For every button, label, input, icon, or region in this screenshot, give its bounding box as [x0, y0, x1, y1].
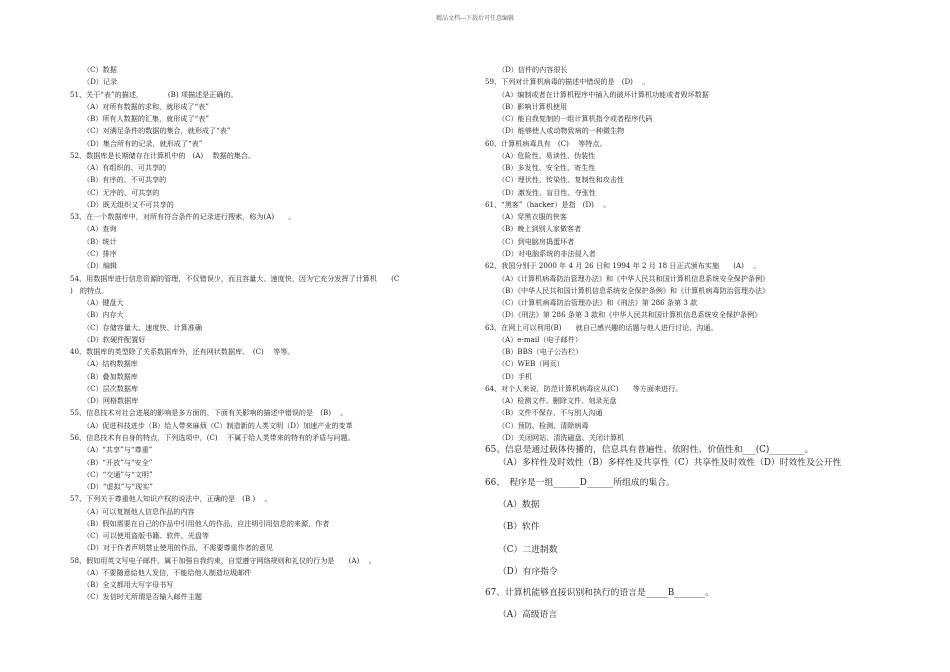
question-text: 60、计算机病毒具有 (C) 等特点。 — [485, 138, 607, 148]
answer-option: （D）记录 — [83, 77, 118, 87]
question-text: 64、对个人来说，防范计算机病毒应从(C) 等方面来进行。 — [485, 383, 683, 393]
answer-option: （D）能够使人或动物致病的一种微生物 — [498, 126, 625, 136]
answer-option: （A）查询 — [83, 224, 117, 234]
answer-option: （B）“开放”与“安全” — [83, 457, 153, 467]
answer-option: （C）二进制数 — [498, 544, 558, 555]
page-header: 精品文档---下载后可任意编辑 — [435, 15, 515, 22]
question-text: 58、假如用英文写电子邮件，属于加强自我约束，自觉遵守网络规则和礼仪的行为是 (A) 。 — [70, 555, 376, 565]
answer-option: （B）软件 — [498, 522, 540, 533]
answer-option: （C）《计算机病毒防治管理办法》和《刑法》第 286 条第 3 款 — [498, 298, 698, 308]
answer-option: （B）有序的、不可共享的 — [83, 175, 167, 185]
answer-option: （B）内存大 — [83, 310, 124, 320]
answer-option: （C）存储容量大、速度快、计算准确 — [83, 322, 202, 332]
answer-option: （A）《计算机病毒防治管理办法》和《中华人民共和国计算机信息系统安全保护条例》 — [498, 273, 770, 283]
answer-option: （B）BBS（电子公告栏） — [498, 347, 583, 357]
right-column — [485, 64, 875, 621]
answer-option: （C）无序的、可共享的 — [83, 187, 160, 197]
answer-option: （D）有序指令 — [498, 567, 558, 578]
answer-option: （A）数据 — [498, 500, 540, 511]
answer-option: （D）对电脑系统的非法侵入者 — [498, 248, 596, 258]
answer-option: （A）多样性及时效性（B）多样性及共享性（C）共享性及时效性（D）时效性及公开性 — [498, 457, 842, 468]
question-text: ) 的特点。 — [70, 285, 109, 295]
question-text: 52、数据库是长期储存在计算机中的 (A) 数据的集合。 — [70, 150, 256, 160]
answer-option: （B）《中华人民共和国计算机信息系统安全保护条例》和《计算机病毒防治管理办法》 — [498, 285, 770, 295]
answer-option: （B）统计 — [83, 236, 117, 246]
answer-option: （C）数据 — [83, 65, 117, 74]
answer-option: （D）“虚拟”与“现实” — [83, 482, 153, 492]
answer-option: （D）信件的内容很长 — [498, 65, 568, 74]
answer-option: （A）不要随意給他人发信，不能给他人制造垃圾邮件 — [83, 567, 252, 577]
answer-option: （D）激发性、盲目性、夺张性 — [498, 187, 596, 197]
answer-option: （C）埋伏性、传染性、复制性和攻击性 — [498, 175, 625, 185]
question-text: 65、信息是通过载体传播的，信息具有普遍性、依附性、价值性和___(C)________。 — [485, 445, 814, 456]
answer-option: （A）对所有数据的求和，就形成了“表” — [83, 101, 209, 111]
answer-option: （B）文件不保存、不与别人沟通 — [498, 408, 603, 418]
question-text: 51、关于“表”的描述， (B) 项描述是正确的。 — [70, 89, 238, 99]
answer-option: （A）编制或者在计算机程序中插入的破坏计算机功能或者毁坏数据 — [498, 89, 709, 99]
answer-option: （A）检测文件、删除文件、刻录光盘 — [498, 396, 617, 406]
answer-option: （D）软硬件配置好 — [83, 334, 146, 344]
answer-option: （C）能自我复制的一组计算机指令或者程序代码 — [498, 114, 653, 124]
question-text: 59、下列对计算机病毒的描述中错误的是 (D) 。 — [485, 77, 650, 87]
question-text: 53、在一个数据库中，对所有符合条件的记录进行搜索，称为(A) 。 — [70, 212, 296, 222]
answer-option: （C）WEB（网页） — [498, 359, 564, 369]
answer-option: （B）多发性、安全性、寄生性 — [498, 163, 596, 173]
question-text: 56、信息技术有自身的特点，下列选项中，(C) 不属于给人类带来的特有的矛盾与问题。 — [70, 432, 355, 442]
question-text: 57、下列关于尊重他人知识产权的说法中，正确的是 (B ) 。 — [70, 494, 272, 504]
answer-option: （A）高级语言 — [498, 609, 558, 620]
answer-option: （A）e-mail（电子邮件） — [498, 334, 582, 344]
answer-option: （D）集合所有的记录，就形成了“表” — [83, 138, 203, 148]
answer-option: （D）网格数据库 — [83, 396, 139, 406]
question-text: 66、 程序是一组______D______所组成的集合。 — [485, 477, 675, 488]
question-text: 55、信息技术对社会进展的影响是多方面的，下面有关影响的描述中错误的是 (B) 。 — [70, 408, 348, 418]
answer-option: （D）《刑法》第 286 条第 3 款和《中华人民共和国计算机信息系统安全保护条例》 — [498, 310, 762, 320]
answer-option: （A）穿黑衣服的侠客 — [498, 212, 567, 222]
question-text: 40、数据库的类型除了关系数据库外，还有网状数据库、 (C) 等等。 — [70, 347, 295, 357]
answer-option: （B）全文都用大写字母书写 — [83, 580, 174, 590]
answer-option: （A）有组织的、可共享的 — [83, 163, 167, 173]
answer-option: （A）键盘大 — [83, 298, 124, 308]
answer-option: （A）促进科技进步（B）给人带来麻烦（C）制造新的人类文明（D）加速产业的变革 — [83, 420, 353, 430]
answer-option: （B）所有人数据的汇集，就形成了“表” — [83, 114, 209, 124]
answer-option: （A）“共享”与“尊重” — [83, 445, 153, 455]
answer-option: （D）手机 — [498, 371, 533, 381]
answer-option: （A）结构数据库 — [83, 359, 138, 369]
answer-option: （C）层次数据库 — [83, 383, 139, 393]
answer-option: （C）对满足条件的数据的集合，就形成了“表” — [83, 126, 231, 136]
answer-option: （B）假如需要在自己的作品中引用他人的作品，应注明引用信息的来源、作者 — [83, 518, 330, 528]
answer-option: （D）对于作者声明禁止使用的作品，不需要尊重作者的意见 — [83, 543, 274, 553]
answer-option: （C）可以使用盗版书籍、软件、光盘等 — [83, 531, 210, 541]
question-text: 67、计算机能够直接识别和执行的语言是_____B_______。 — [485, 588, 714, 599]
answer-option: （C）预防、检测、清除病毒 — [498, 420, 589, 430]
answer-option: （D）关闭网站、清洗磁盘、关闭计算机 — [498, 432, 625, 442]
answer-option: （D）编辑 — [83, 261, 118, 271]
answer-option: （D）既无组织又不可共享的 — [83, 199, 174, 209]
question-text: 54、用数据库进行信息资源的管理，不仅错误少，而且容量大、速度快，因为它充分发挥了计算机 (C — [70, 273, 400, 283]
question-text: 61、“黑客”（hacker）是指 (D) 。 — [485, 199, 611, 209]
answer-option: （C）排序 — [83, 248, 117, 258]
answer-option: （C）“交通”与“文明” — [83, 469, 153, 479]
answer-option: （B）影响计算机使用 — [498, 101, 568, 111]
answer-option: （A）危险性、易读性、伪装性 — [498, 150, 596, 160]
answer-option: （C）到电脑房捣蛋坏者 — [498, 236, 575, 246]
answer-option: （B）晚上到别人家做客者 — [498, 224, 582, 234]
question-text: 63、在网上可以利用(B) 就自己感兴趣的话题与他人进行讨论、沟通。 — [485, 322, 718, 332]
question-text: 62、我国分别于 2000 年 4 月 26 日和 1994 年 2 月 18 日正式颁布实施 (A) 。 — [485, 261, 761, 271]
left-column — [70, 64, 458, 604]
answer-option: （C）发信时无所谓是否输入邮件主题 — [83, 592, 202, 602]
answer-option: （A）可以复制他人信息作品的内容 — [83, 506, 195, 516]
answer-option: （B）叠加数据库 — [83, 371, 138, 381]
